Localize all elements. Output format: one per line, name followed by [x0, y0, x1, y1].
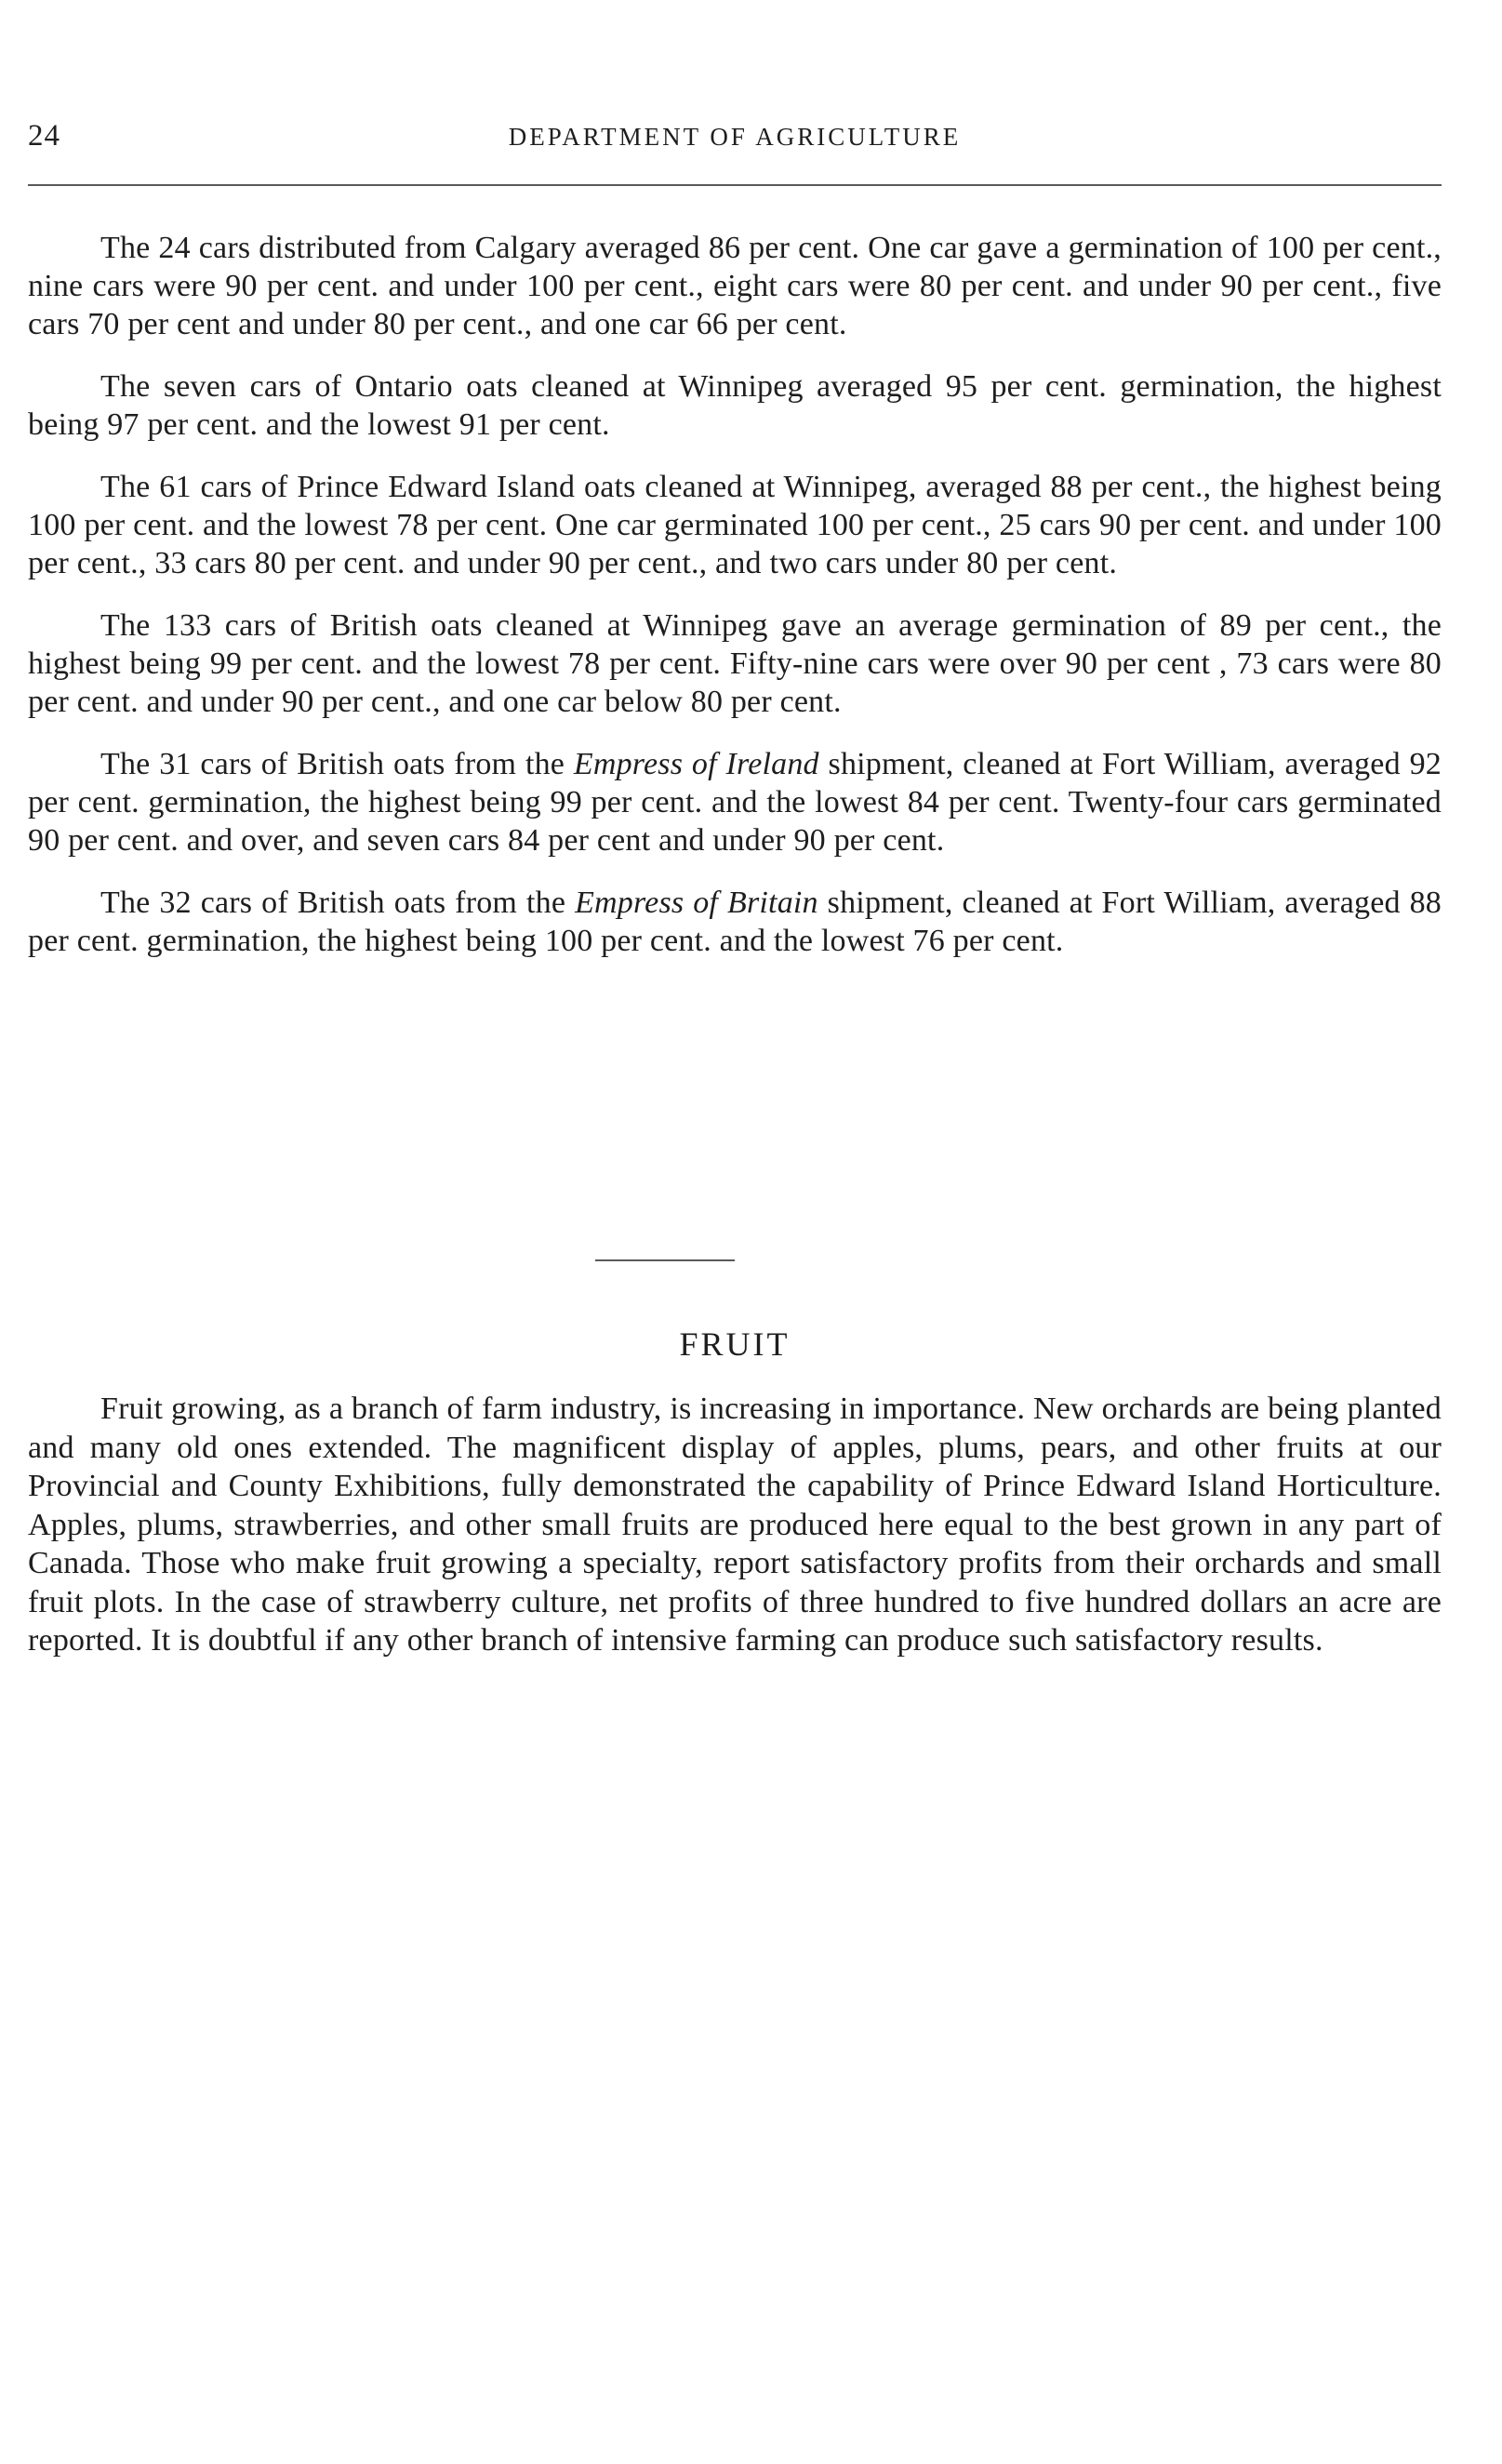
- paragraph-empress-of-ireland: [28, 745, 1442, 859]
- paragraph-empress-of-britain: [28, 884, 1442, 960]
- paragraph-pei-oats: The 61 cars of Prince Edward Island oats cleaned at Winnipeg, averaged 88 per cent., the highest being 100 per cent. and the lowest 78 per cent. One car germinated 100 per cent., 25 cars 90 per cent. and under 100 per cent., 33 cars 80 per cent. and under 90 per cent., and two cars under 80 per cent.: [28, 470, 1442, 580]
- ship-name: Empress of Britain: [575, 886, 818, 920]
- paragraph-text: shipment, cleaned at Fort William, averaged 92 per cent. germination, the highest being 99 per cent. and the lowest 84 per cent. Twenty-four cars germinated 90 per cent. and over, and seven cars 84 per cent and under 90 per cent.: [28, 747, 1442, 858]
- paragraph-text: shipment, cleaned at Fort William, averaged 88 per cent. germination, the highest being 100 per cent. and the lowest 76 per cent.: [28, 886, 1442, 958]
- paragraph-text: The 32 cars of British oats from the: [100, 886, 576, 920]
- running-head-title: DEPARTMENT OF AGRICULTURE: [508, 123, 962, 151]
- section-heading-fruit: FRUIT: [679, 1325, 791, 1363]
- oats-germination-text: [28, 229, 1442, 984]
- paragraph-text: The 31 cars of British oats from the: [100, 747, 574, 781]
- running-head: [28, 119, 1442, 164]
- paragraph-ontario-oats: The seven cars of Ontario oats cleaned at Winnipeg averaged 95 per cent. germination, the highest being 97 per cent. and the lowest 91 per cent.: [28, 369, 1442, 442]
- section-divider: [595, 1259, 735, 1261]
- paragraph-calgary-cars: The 24 cars distributed from Calgary averaged 86 per cent. One car gave a germination of 100 per cent., nine cars were 90 per cent. and under 100 per cent., eight cars were 80 per cent. and under 90 per cent., five cars 70 per cent and under 80 per cent., and one car 66 per cent.: [28, 231, 1442, 341]
- page-number: 24: [28, 119, 60, 153]
- fruit-section-text: [28, 1390, 1442, 1685]
- paragraph-british-oats: The 133 cars of British oats cleaned at Winnipeg gave an average germination of 89 per cent., the highest being 99 per cent. and the lowest 78 per cent. Fifty-nine cars were over 90 per cent , 73 cars were 80 per cent. and under 90 per cent., and one car below 80 per cent.: [28, 608, 1442, 719]
- ship-name: Empress of Ireland: [573, 747, 819, 781]
- paragraph-fruit-growing: Fruit growing, as a branch of farm industry, is increasing in importance. New orchards are being planted and many old ones extended. The magnificent display of apples, plums, pears, and other fruits at our Provincial and County Exhibitions, fully demonstrated the capability of Prince Edward Island Horticulture. Apples, plums, strawberries, and other small fruits are produced here equal to the best grown in any part of Canada. Those who make fruit growing a specialty, report satisfactory profits from their orchards and small fruit plots. In the case of strawberry culture, net profits of three hundred to five hundred dollars an acre are reported. It is doubtful if any other branch of intensive farming can produce such satisfactory results.: [28, 1392, 1442, 1658]
- header-rule: [28, 184, 1442, 186]
